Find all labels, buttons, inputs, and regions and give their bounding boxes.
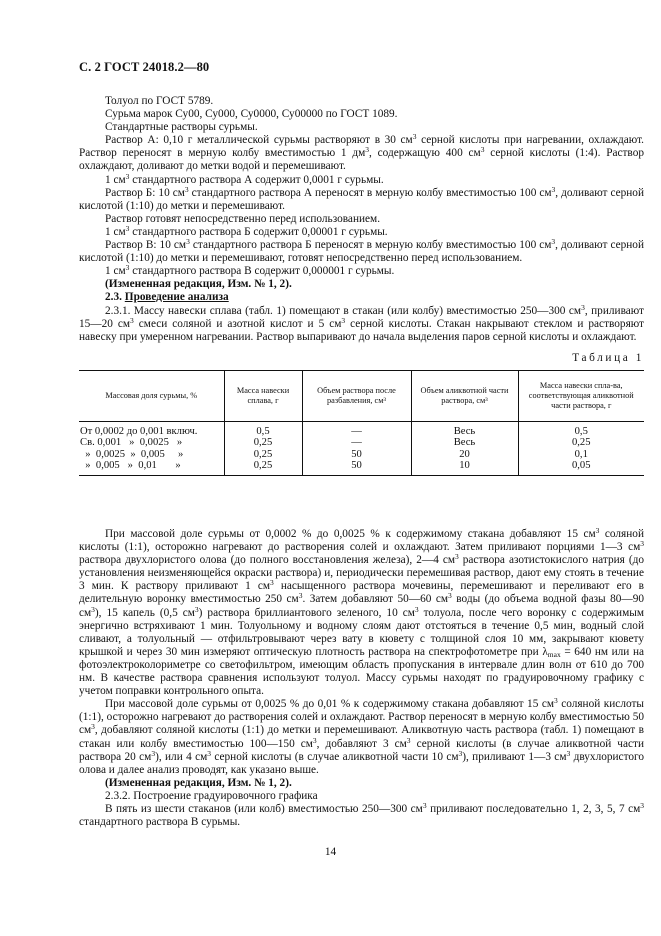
- table-header-cell: Масса навески сплава, г: [224, 371, 302, 422]
- table-cell: 0,25: [224, 437, 302, 448]
- text-line: Раствор готовят непосредственно перед использованием.: [105, 212, 381, 225]
- table-row: [79, 422, 644, 438]
- page-number: 14: [324, 846, 337, 858]
- section-heading: 2.3.2. Построение градуировочного графика: [105, 789, 318, 802]
- solution-a-paragraph: Раствор А: 0,10 г металлической сурьмы растворяют в 30 $см^3$ серной кислоты при нагревании, охлаждают. Раствор переносят в мерную колбу вместимостью 1 $дм^3$, содержащую 400 $см^3$ серной кислоты (1:4). Раствор охлаждают, доливают до метки водой и перемешивают.: [79, 132, 644, 173]
- edit-note: (Измененная редакция, Изм. № 1, 2).: [105, 278, 292, 291]
- table-header-cell: Масса навески спла-ва, соответствующая аликвотной части раствора, г: [518, 371, 644, 422]
- table-cell: Св. 0,001 » 0,0025 »: [80, 437, 183, 449]
- solution-v-concentration: 1 $см^3$ стандартного раствора В содержит 0,000001 г сурьмы.: [105, 263, 395, 278]
- paragraph-high-antimony: При массовой доле сурьмы от 0,0025 % до 0,01 % к содержимому стакана добавляют 15 $см^3$ соляной кислоты (1:1), осторожно нагревают до растворения солей и охлаждают. Раствор переносят в мерную колбу вместимостью 50 $см^3$, добавляют соляной кислоты (1:1) до метки и перемешивают. Аликвотную часть раствора (табл. 1) помещают в стакан или колбу вместимостью 100—150 $см^3$, добавляют 3 $см^3$ серной кислоты (в случае аликвотной части раствора 20 $см^3$), или 4 $см^3$ серной кислоты (в случае аликвотной части 10 $см^3$), приливают 1—3 $см^3$ двухлористого олова и далее анализ проводят, как указано выше.: [79, 696, 645, 776]
- table-cell: 0,25: [518, 437, 644, 448]
- table-cell: 50: [302, 449, 411, 460]
- table-1: [79, 370, 644, 476]
- text-line: Сурьма марок Су00, Су000, Су0000, Су00000 по ГОСТ 1089.: [105, 108, 398, 121]
- table-cell: 0,25: [224, 449, 302, 460]
- page-header: С. 2 ГОСТ 24018.2—80: [79, 60, 210, 74]
- table-cell: » 0,005 » 0,01 »: [79, 460, 224, 475]
- solution-b-paragraph: Раствор Б: 10 $см^3$ стандартного раствора А переносят в мерную колбу вместимостью 100 $см^3$, доливают серной кислотой (1:10) до метки и перемешивают.: [79, 184, 645, 212]
- table-cell: Весь: [411, 437, 518, 448]
- reagents-section: [79, 95, 644, 344]
- paragraph-2-3-1: 2.3.1. Массу навески сплава (табл. 1) помещают в стакан (или колбу) вместимостью 250—300 $см^3$, приливают 15—20 $см^3$ смеси соляной и азотной кислот и 5 $см^3$ серной кислоты. Стакан накрывают стеклом и растворяют навеску при умеренном нагревании. Раствор выпаривают до начала выделения паров серной кислоты и охлаждают.: [79, 302, 644, 343]
- table-cell: 0,5: [224, 422, 302, 438]
- table-header-row: [79, 371, 644, 422]
- table-header-cell: Объем раствора после разбавления, см³: [302, 371, 411, 422]
- table-cell: Весь: [411, 422, 518, 438]
- table-cell: 0,25: [224, 460, 302, 475]
- table-row: [79, 449, 644, 460]
- paragraph-2-3-2: В пять из шести стаканов (или колб) вместимостью 250—300 $см^3$ приливают последовательно 1, 2, 3, 5, 7 $см^3$ стандартного раствора В сурьмы.: [79, 800, 645, 829]
- paragraph-low-antimony: При массовой доле сурьмы от 0,0002 % до 0,0025 % к содержимому стакана добавляют 15 $см^3$ соляной кислоты (1:1), осторожно нагревают до растворения солей и охлаждают. Затем приливают порциями 1—3 $см^3$ раствора двухлористого олова (до полного восстановления железа), 2—4 $см^3$ раствора азотистокислого натрия (до установления неизменяющейся окраски раствора) и, периодически перемешивая раствор, дают ему стоять в течение 3 мин. К раствору приливают 1 $см^3$ насыщенного раствора мочевины, перемешивают и переливают его в делительную воронку вместимостью 250 $см^3$. Затем добавляют 50—60 $см^3$ воды (до объема водной фазы 80—90 $см^3$), 15 капель (0,5 $см^3$) раствора бриллиантового зеленого, 10 $см^3$ толуола, после чего воронку с содержимым энергично встряхивают 1 мин. Толуольному и водному слоям дают отстояться в течение 0,5 мин, водный слой сливают, а толуольный — отфильтровывают через вату в кювету с толщиной слоя 10 мм, закрывают кювету крышкой и через 30 мин измеряют оптическую плотность раствора на спектрофотометре при $\lambda_{max} = 640$ нм или на фотоэлектроколориметре со светофильтром, имеющим область пропускания в интервале длин волн от 610 до 700 нм. В качестве раствора сравнения используют толуол. Массу сурьмы находят по градуировочному графику с учетом поправки контрольного опыта.: [79, 526, 645, 698]
- table-cell: » 0,0025 » 0,005 »: [80, 448, 184, 460]
- table-cell: —: [302, 437, 411, 448]
- table-row: [79, 460, 644, 475]
- table-row: [79, 437, 644, 448]
- table-cell: 0,5: [518, 422, 644, 438]
- solution-a-concentration: 1 $см^3$ стандартного раствора А содержит 0,0001 г сурьмы.: [105, 171, 384, 186]
- text-line: Стандартные растворы сурьмы.: [105, 121, 258, 134]
- solution-v-paragraph: Раствор В: 10 $см^3$ стандартного раствора Б переносят в мерную колбу вместимостью 100 $см^3$, доливают серной кислотой (1:10) до метки и перемешивают, готовят непосредственно перед использованием.: [79, 237, 644, 265]
- table-header-cell: Массовая доля сурьмы, %: [79, 371, 224, 422]
- edit-note: (Измененная редакция, Изм. № 1, 2).: [105, 776, 292, 789]
- text-line: Толуол по ГОСТ 5789.: [105, 95, 214, 107]
- table-cell: 0,05: [518, 460, 644, 475]
- procedure-section: [79, 528, 644, 829]
- table-caption: Таблица 1: [572, 352, 644, 364]
- table-cell: 10: [411, 460, 518, 475]
- table-header-cell: Объем аликвотной части раствора, см³: [411, 371, 518, 422]
- table-cell: —: [302, 422, 411, 438]
- table-cell: От 0,0002 до 0,001 включ.: [80, 426, 198, 437]
- table-cell: 0,1: [518, 449, 644, 460]
- solution-b-concentration: 1 $см^3$ стандартного раствора Б содержит 0,00001 г сурьмы.: [105, 223, 388, 238]
- table-cell: 50: [302, 460, 411, 475]
- section-heading: 2.3. Проведение анализа: [105, 291, 229, 304]
- table-cell: 20: [411, 449, 518, 460]
